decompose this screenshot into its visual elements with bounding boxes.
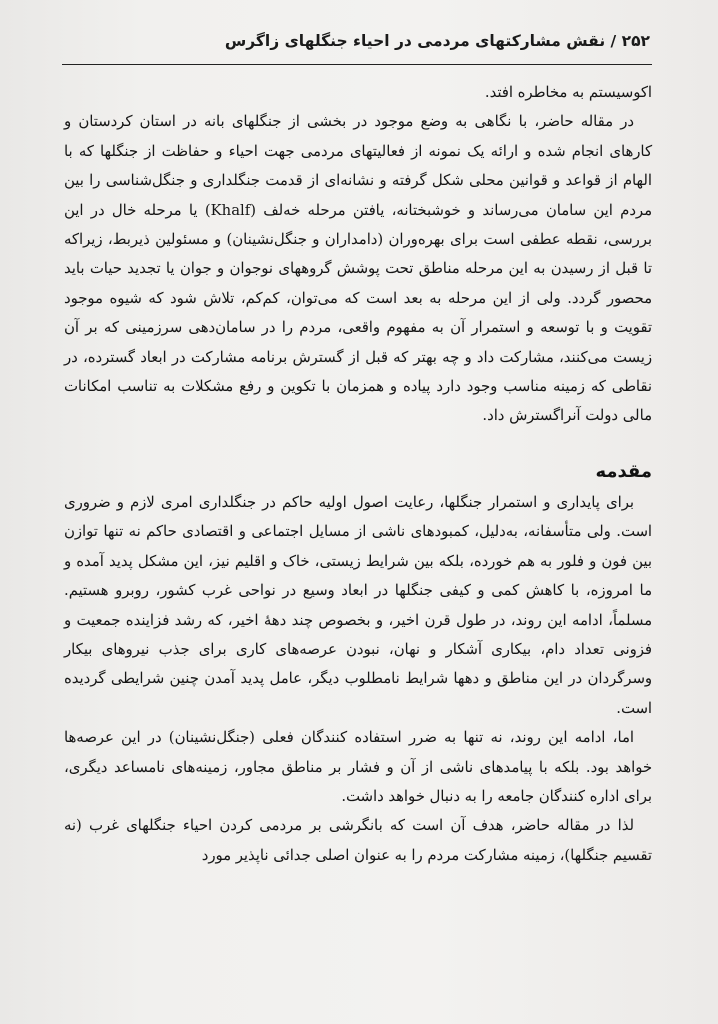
running-title: ۲۵۲ / نقش مشارکتهای مردمی در احیاء جنگلهای زاگرس: [224, 32, 650, 50]
section-heading: مقدمه: [595, 460, 652, 482]
paragraph: اما، ادامه این روند، نه تنها به ضرر استفاده کنندگان فعلی (جنگل‌نشینان) در این عرصه‌ها خواهد بود. بلکه با پیامدهای ناشی از آن و فشار بر مناطق مجاور، زمینه‌های نامساعد دیگری، برای اداره کنندگان جامعه را به دنبال خواهد داشت.: [64, 729, 652, 805]
paragraph: اکوسیستم به مخاطره افتد.: [484, 84, 652, 101]
paragraph: در مقاله حاضر، با نگاهی به وضع موجود در بخشی از جنگلهای بانه در استان کردستان و کارهای انجام شده و ارائه یک نمونه از فعالیتهای مردمی جهت احیاء و حفاظت از جنگلها که با الهام از قواعد و قوانین محلی شکل گرفته و نشانه‌ای از قدمت جنگلداری و جنگل‌شناسی را بین مردم این سامان می‌رساند و خوشبختانه، یافتن مرحله خه‌لف (Khalf) یا مرحله خال در این بررسی، نقطه عطفی است برای بهره‌وران (دامداران و جنگل‌نشینان) و مسئولین ذیربط، زیراکه تا قبل از رسیدن به این مرحله مناطق تحت پوشش گروههای نوجوان و جوان یا تجدید حیات باید محصور گردد. ولی از این مرحله به بعد است که می‌توان، کم‌کم، تلاش شود که شیوه موجود تقویت و با توسعه و استمرار آن به مفهوم واقعی، مردم را در سامان‌دهی سرزمینی که بر آن زیست می‌کنند، مشارکت داد و چه بهتر که قبل از گسترش برنامه مشارکت در ابعاد گسترده، در نقاطی که زمینه مناسب وجود دارد پیاده و همزمان با تکوین و رفع مشکلات به تناسب امکانات مالی دولت آنراگسترش داد.: [64, 113, 652, 425]
page-body: [64, 78, 652, 870]
paragraph: لذا در مقاله حاضر، هدف آن است که بانگرشی بر مردمی کردن احیاء جنگلهای غرب (نه تقسیم جنگلها)، زمینه مشارکت مردم را به عنوان اصلی جدائی ناپذیر مورد: [64, 817, 652, 864]
running-header: [62, 30, 652, 65]
paragraph: برای پایداری و استمرار جنگلها، رعایت اصول اولیه حاکم در جنگلداری امری لازم و ضروری است. ولی متأسفانه، به‌دلیل، کمبودهای ناشی از مسایل اجتماعی و اقتصادی حاکم نه تنها توازن بین فون و فلور به هم خورده، بلکه بین شرایط زیستی، خاک و اقلیم نیز، این مشکل پدید آمده و ما امروزه، با کاهش کمی و کیفی جنگلها در ابعاد وسیع در نواحی غرب کشور، روبرو هستیم. مسلماً، ادامه این روند، در طول قرن اخیر، و بخصوص چند دههٔ اخیر، که رشد فزاینده جمعیت و فزونی تعداد دام، بیکاری آشکار و نهان، نبودن عرصه‌های کاری برای جذب نیروهای بیکار وسرگردان در این مناطق و دهها شرایط نامطلوب دیگر، عامل پدید آمدن چنین شرایطی گردیده است.: [64, 493, 652, 717]
